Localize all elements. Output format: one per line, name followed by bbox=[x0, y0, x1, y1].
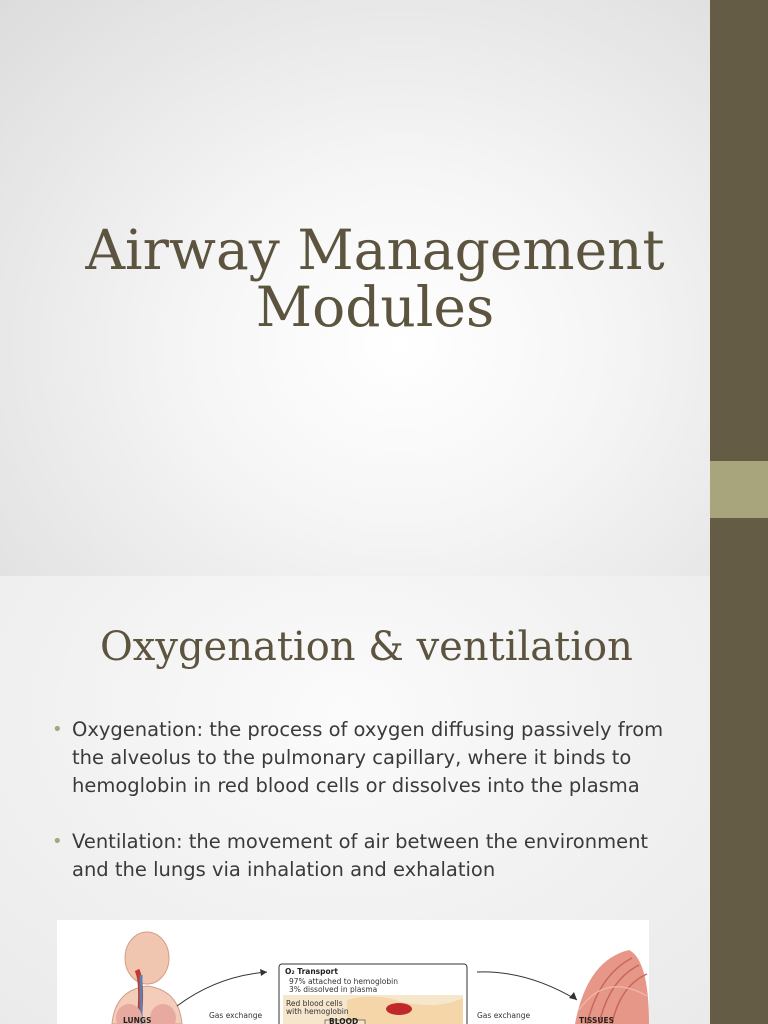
lungs-label: LUNGS bbox=[123, 1016, 152, 1024]
arrow-left-head bbox=[260, 969, 267, 976]
gas-exchange-left-label: Gas exchange bbox=[209, 1011, 263, 1020]
blood-label: BLOOD bbox=[329, 1017, 359, 1024]
box-title: O₂ Transport bbox=[285, 967, 338, 976]
figure-illustration bbox=[57, 920, 649, 1024]
slide-side-accent bbox=[710, 461, 768, 518]
rbc-label-2: with hemoglobin bbox=[286, 1007, 349, 1016]
slide-title-line-1: Airway Management bbox=[85, 218, 665, 282]
arrow-right bbox=[477, 972, 577, 1000]
bullet-text: Oxygenation: the process of oxygen diffusing passively from the alveolus to the pulmonary capillary, where it binds to hemoglobin in red blood cells or dissolves into the plasma bbox=[72, 718, 664, 797]
muscle-tissue-icon bbox=[575, 950, 649, 1024]
bullet-marker: • bbox=[52, 831, 63, 852]
slide-title-line-2: Modules bbox=[255, 275, 495, 339]
slide-heading: Oxygenation & ventilation bbox=[100, 624, 633, 670]
bullet-marker: • bbox=[52, 719, 63, 740]
gas-exchange-right-label: Gas exchange bbox=[477, 1011, 531, 1020]
human-torso-icon bbox=[112, 932, 182, 1024]
box-line-2: 3% dissolved in plasma bbox=[289, 985, 378, 994]
tissues-label: TISSUES bbox=[579, 1016, 614, 1024]
bullet-text: Ventilation: the movement of air between the environment and the lungs via inhalation and exhalation bbox=[72, 830, 649, 881]
slide-title bbox=[50, 218, 700, 339]
oxygen-transport-figure bbox=[57, 920, 649, 1024]
arrow-left bbox=[177, 972, 267, 1006]
rbc-label-1: Red blood cells bbox=[286, 999, 343, 1008]
bullet-list bbox=[52, 716, 682, 912]
slide-side-bar bbox=[710, 576, 768, 1024]
content-slide bbox=[0, 576, 768, 1024]
box-line-1: 97% attached to hemoglobin bbox=[289, 977, 398, 986]
bullet-item-ventilation bbox=[52, 828, 682, 884]
bullet-item-oxygenation bbox=[52, 716, 682, 800]
